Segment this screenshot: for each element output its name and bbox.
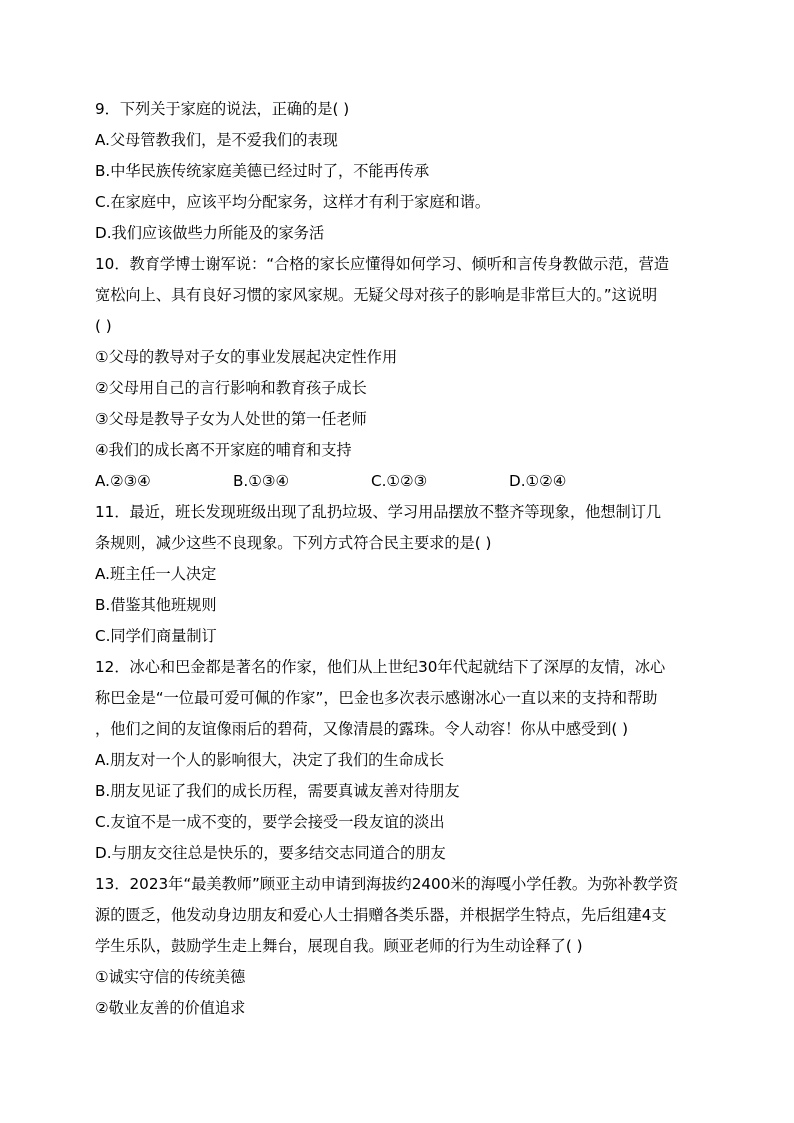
- q10-stem-line-1: 10．教育学博士谢军说：“合格的家长应懂得如何学习、倾听和言传身教做示范，营造: [95, 255, 669, 273]
- q12-option-c: C.友谊不是一成不变的，要学会接受一段友谊的淡出: [95, 813, 445, 831]
- q10-statement-1: ①父母的教导对子女的事业发展起决定性作用: [95, 348, 398, 366]
- q13-statement-1: ①诚实守信的传统美德: [95, 968, 246, 986]
- q10-option-a: A.②③④: [95, 472, 151, 490]
- q12-option-b: B.朋友见证了我们的成长历程，需要真诚友善对待朋友: [95, 782, 460, 800]
- q13-stem-line-1: 13．2023年“最美教师”顾亚主动申请到海拔约2400米的海嘎小学任教。为弥补教学资: [95, 875, 679, 893]
- q11-option-a: A.班主任一人决定: [95, 565, 217, 583]
- q9-option-c: C.在家庭中，应该平均分配家务，这样才有利于家庭和谐。: [95, 193, 491, 211]
- q12-stem-line-1: 12．冰心和巴金都是著名的作家，他们从上世纪30年代起就结下了深厚的友情，冰心: [95, 658, 666, 676]
- q12-option-a: A.朋友对一个人的影响很大，决定了我们的生命成长: [95, 751, 445, 769]
- q9-stem: 9．下列关于家庭的说法，正确的是( ): [95, 100, 350, 118]
- q10-option-b: B.①③④: [233, 472, 290, 490]
- q13-stem-line-2: 源的匮乏，他发动身边朋友和爱心人士捐赠各类乐器，并根据学生特点，先后组建4支: [95, 906, 667, 924]
- q9-option-b: B.中华民族传统家庭美德已经过时了，不能再传承: [95, 162, 430, 180]
- q13-stem-line-3: 学生乐队，鼓励学生走上舞台，展现自我。顾亚老师的行为生动诠释了( ): [95, 937, 583, 955]
- q11-stem-line-1: 11．最近，班长发现班级出现了乱扔垃圾、学习用品摆放不整齐等现象，他想制订几: [95, 503, 662, 521]
- q10-stem-line-3: ( ): [95, 317, 112, 335]
- q10-statement-4: ④我们的成长离不开家庭的哺育和支持: [95, 441, 352, 459]
- q12-option-d: D.与朋友交往总是快乐的，要多结交志同道合的朋友: [95, 844, 446, 862]
- q9-option-a: A.父母管教我们，是不爱我们的表现: [95, 131, 338, 149]
- q11-stem-line-2: 条规则，减少这些不良现象。下列方式符合民主要求的是( ): [95, 534, 492, 552]
- q10-option-c: C.①②③: [371, 472, 428, 490]
- q10-option-d: D.①②④: [509, 472, 567, 490]
- q12-stem-line-3: ，他们之间的友谊像雨后的碧荷，又像清晨的露珠。令人动容！你从中感受到( ): [95, 720, 629, 738]
- q11-option-c: C.同学们商量制订: [95, 627, 217, 645]
- q13-statement-2: ②敬业友善的价值追求: [95, 999, 246, 1017]
- q9-option-d: D.我们应该做些力所能及的家务活: [95, 224, 325, 242]
- q10-options: [95, 466, 705, 497]
- q11-option-b: B.借鉴其他班规则: [95, 596, 217, 614]
- q10-statement-2: ②父母用自己的言行影响和教育孩子成长: [95, 379, 367, 397]
- q10-stem-line-2: 宽松向上、具有良好习惯的家风家规。无疑父母对孩子的影响是非常巨大的。”这说明: [95, 286, 658, 304]
- q12-stem-line-2: 称巴金是“一位最可爱可佩的作家”，巴金也多次表示感谢冰心一直以来的支持和帮助: [95, 689, 658, 707]
- question-content: [95, 94, 705, 1024]
- q10-statement-3: ③父母是教导子女为人处世的第一任老师: [95, 410, 367, 428]
